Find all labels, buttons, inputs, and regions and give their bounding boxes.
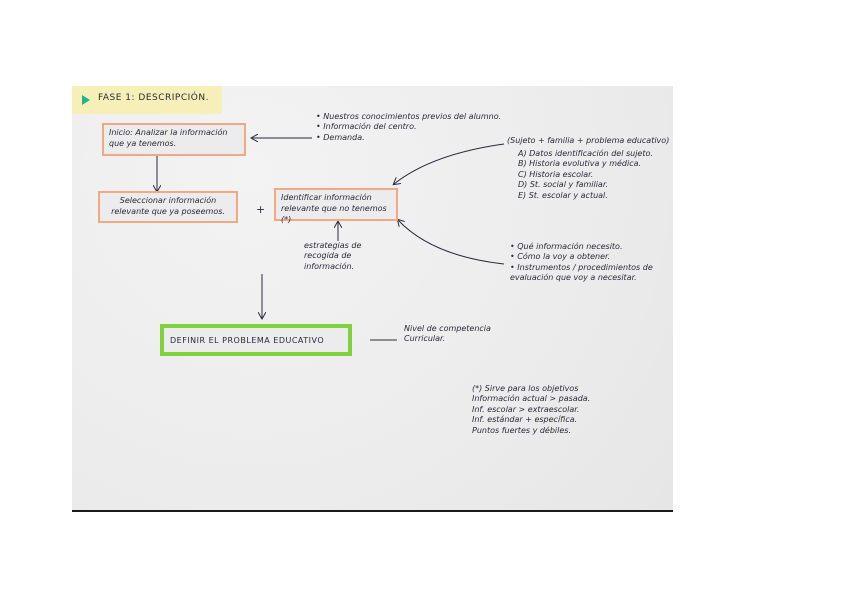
list-item: • Cómo la voy a obtener. — [510, 252, 611, 262]
identificar-box — [274, 188, 398, 224]
definir-box — [160, 324, 352, 356]
sujeto-list — [518, 149, 653, 201]
footnote-line: Información actual > pasada. — [472, 394, 591, 404]
inicio-text: Inicio: Analizar la información que ya tenemos. — [109, 128, 228, 148]
definir-text: DEFINIR EL PROBLEMA EDUCATIVO — [170, 336, 325, 345]
list-item: D) St. social y familiar. — [518, 180, 608, 190]
seleccionar-text: Seleccionar información relevante que ya poseemos. — [111, 196, 225, 216]
how-list — [510, 242, 670, 284]
seleccionar-box — [98, 191, 238, 223]
footnote-line: Inf. estándar + específica. — [472, 415, 578, 425]
sujeto-title: (Sujeto + familia + problema educativo) — [507, 136, 670, 145]
estrategias-label: estrategias de recogida de información. — [304, 241, 362, 271]
list-item: E) St. escolar y actual. — [518, 190, 608, 200]
list-item: • Demanda. — [316, 132, 365, 142]
inicio-box — [102, 123, 246, 156]
list-item: • Qué información necesito. — [510, 242, 623, 251]
phase-title: FASE 1: DESCRIPCIÓN. — [98, 93, 209, 103]
list-item: B) Historia evolutiva y médica. — [518, 159, 642, 169]
list-item: C) Historia escolar. — [518, 169, 594, 179]
notebook-page — [72, 86, 673, 512]
list-item: • Instrumentos / procedimientos de evaluación que voy a necesitar. — [510, 262, 653, 283]
list-item: A) Datos identificación del sujeto. — [518, 149, 653, 158]
nivel-label: Nivel de competencia Curricular. — [404, 324, 491, 344]
known-info-list — [316, 112, 501, 143]
footnote — [472, 384, 590, 436]
identificar-text: Identificar información relevante que no tenemos (*) — [281, 193, 387, 224]
list-item: • Información del centro. — [316, 122, 417, 132]
plus-sign: + — [256, 203, 266, 216]
arrow-sujeto-to-identificar — [394, 144, 504, 184]
footnote-line: Puntos fuertes y débiles. — [472, 425, 572, 435]
footnote-line: Inf. escolar > extraescolar. — [472, 404, 580, 414]
footnote-line: (*) Sirve para los objetivos — [472, 384, 579, 393]
list-item: • Nuestros conocimientos previos del alumno. — [316, 112, 502, 121]
arrow-how-to-identificar — [398, 220, 504, 264]
